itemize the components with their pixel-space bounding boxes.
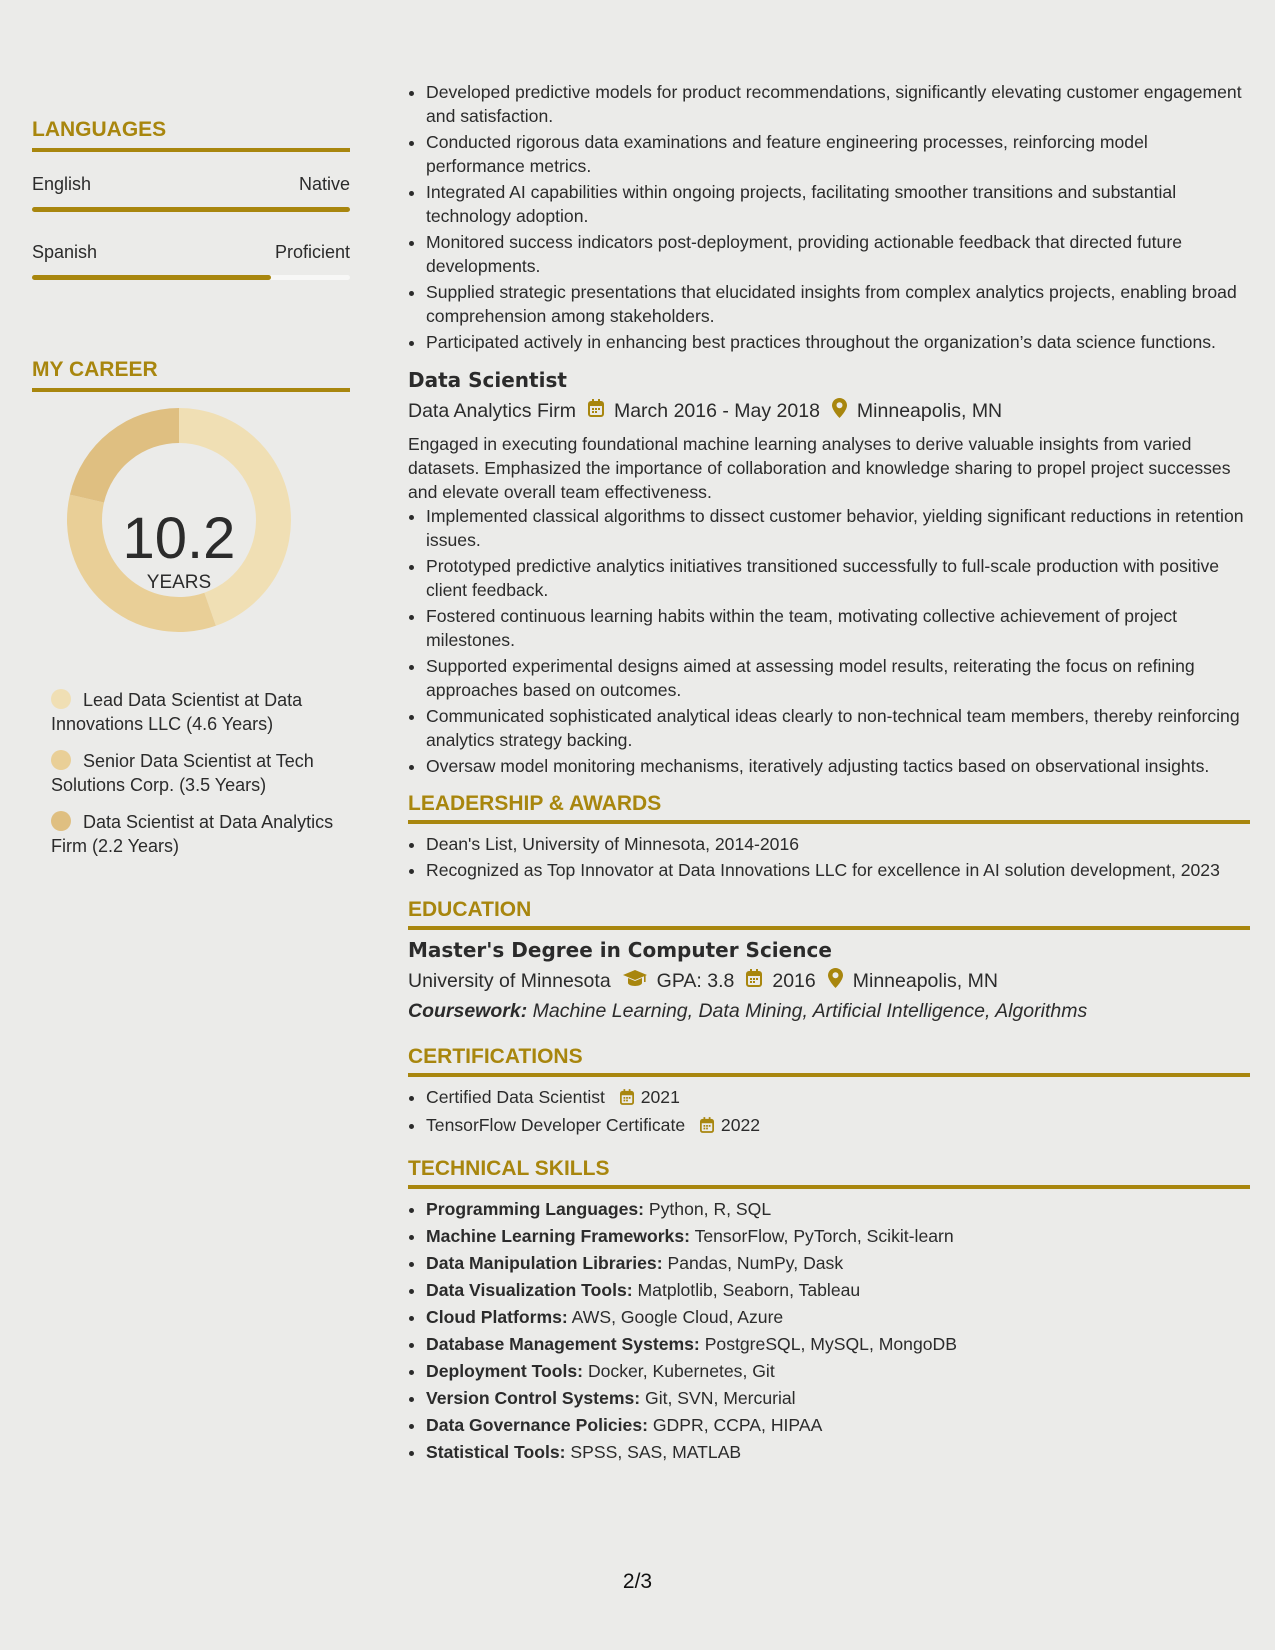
list-item: • Supported experimental designs aimed at assessing model results, reiterating the focus on refining approaches based on outcomes.: [426, 654, 1250, 702]
skill-value: Python, R, SQL: [648, 1199, 772, 1219]
legend-dot: [51, 689, 71, 709]
list-item: • Conducted rigorous data examinations and feature engineering processes, reinforcing model performance metrics.: [426, 130, 1250, 178]
graduation-year: 2016: [772, 969, 816, 992]
skill-value: Docker, Kubernetes, Git: [587, 1361, 775, 1381]
main-content: [408, 0, 1250, 1467]
skill-label: Data Manipulation Libraries:: [426, 1253, 663, 1273]
list-item: • Dean's List, University of Minnesota, 2014-2016: [426, 832, 1250, 856]
education-meta: [408, 968, 1250, 994]
skill-item: [426, 1359, 1250, 1384]
language-name: Spanish: [32, 242, 98, 262]
job-summary: Engaged in executing foundational machine learning analyses to derive valuable insights from varied datasets. Emphasized the importance of collaboration and knowledge sharing to propel project successes and elevate overall team effectiveness.: [408, 434, 1231, 502]
skill-label: Version Control Systems:: [426, 1388, 641, 1408]
skills-title: TECHNICAL SKILLS: [408, 1157, 1250, 1189]
career-section: [32, 358, 350, 871]
education-section: [408, 898, 1250, 1023]
skill-item: [426, 1197, 1250, 1222]
career-legend-item: [51, 749, 350, 797]
job-entry: [408, 368, 1250, 778]
list-item: • Supplied strategic presentations that elucidated insights from complex analytics projects, enabling broad comprehension among stakeholders.: [426, 280, 1250, 328]
coursework-list: Machine Learning, Data Mining, Artificial Intelligence, Algorithms: [532, 1000, 1088, 1022]
school-name: University of Minnesota: [408, 969, 611, 992]
skill-label: Machine Learning Frameworks:: [426, 1226, 690, 1246]
calendar-icon: [700, 1115, 714, 1139]
career-title: MY CAREER: [32, 358, 350, 392]
list-item: • Fostered continuous learning habits within the team, motivating collective achievement of project milestones.: [426, 604, 1250, 652]
list-item: • Communicated sophisticated analytical ideas clearly to non-technical team members, thereby reinforcing analytics strategy backing.: [426, 704, 1250, 752]
list-item: • Participated actively in enhancing best practices throughout the organization’s data science functions.: [426, 330, 1250, 354]
legend-label: Lead Data Scientist at Data Innovations LLC (4.6 Years): [51, 690, 303, 734]
certifications-title: CERTIFICATIONS: [408, 1045, 1250, 1077]
legend-label: Senior Data Scientist at Tech Solutions Corp. (3.5 Years): [51, 751, 314, 795]
previous-role-bullets: [408, 80, 1250, 354]
skill-item: [426, 1440, 1250, 1465]
skill-item: [426, 1251, 1250, 1276]
cert-year: 2021: [640, 1087, 680, 1107]
certifications-list: [408, 1085, 1250, 1139]
awards-section: [408, 792, 1250, 882]
language-bar-fill: [32, 207, 350, 212]
skill-item: [426, 1305, 1250, 1330]
job-meta: [408, 398, 1250, 424]
cert-year: 2022: [720, 1115, 761, 1135]
list-item: • Recognized as Top Innovator at Data Innovations LLC for excellence in AI solution development, 2023: [426, 858, 1250, 882]
job-dates: March 2016 - May 2018: [613, 399, 820, 422]
education-location: Minneapolis, MN: [852, 969, 998, 992]
languages-section: [32, 118, 350, 280]
calendar-icon: [746, 969, 762, 993]
language-spanish: [32, 242, 350, 280]
skills-list: [408, 1197, 1250, 1465]
list-item: • Integrated AI capabilities within ongoing projects, facilitating smoother transitions and substantial technology adoption.: [426, 180, 1250, 228]
career-legend: [32, 688, 350, 858]
career-legend-item: [51, 810, 350, 858]
career-legend-item: [51, 688, 350, 736]
skill-value: SPSS, SAS, MATLAB: [570, 1442, 742, 1462]
language-level: Native: [298, 174, 350, 194]
skill-label: Programming Languages:: [426, 1199, 644, 1219]
career-years-unit: YEARS: [146, 572, 212, 593]
legend-dot: [51, 811, 71, 831]
skill-label: Statistical Tools:: [426, 1442, 566, 1462]
donut-segment: [70, 408, 179, 503]
skill-value: GDPR, CCPA, HIPAA: [652, 1415, 823, 1435]
skill-value: Matplotlib, Seaborn, Tableau: [637, 1280, 861, 1300]
skill-label: Cloud Platforms:: [426, 1307, 568, 1327]
skills-section: [408, 1157, 1250, 1465]
skill-value: Git, SVN, Mercurial: [645, 1388, 796, 1408]
skill-value: TensorFlow, PyTorch, Scikit-learn: [694, 1226, 954, 1246]
skill-label: Database Management Systems:: [426, 1334, 700, 1354]
career-total-years: 10.2: [122, 506, 236, 571]
list-item: [426, 1113, 1250, 1139]
page-number: 2/3: [622, 1570, 653, 1593]
skill-value: AWS, Google Cloud, Azure: [571, 1307, 784, 1327]
education-title: EDUCATION: [408, 898, 1250, 930]
calendar-icon: [620, 1087, 634, 1111]
coursework: [408, 1000, 1250, 1023]
list-item: [426, 1085, 1250, 1111]
language-bar: [32, 275, 350, 280]
degree-title: Master's Degree in Computer Science: [408, 938, 832, 962]
list-item: • Developed predictive models for product recommendations, significantly elevating customer engagement and satisfaction.: [426, 80, 1250, 128]
list-item: • Monitored success indicators post-deployment, providing actionable feedback that directed future developments.: [426, 230, 1250, 278]
location-pin-icon: [832, 398, 847, 424]
awards-title: LEADERSHIP & AWARDS: [408, 792, 1250, 824]
gpa: GPA: 3.8: [656, 969, 735, 992]
job-location: Minneapolis, MN: [856, 399, 1003, 422]
language-english: [32, 174, 350, 212]
graduation-cap-icon: [623, 969, 647, 993]
language-name: English: [32, 174, 92, 194]
cert-name: Certified Data Scientist: [426, 1087, 605, 1107]
skill-item: [426, 1332, 1250, 1357]
list-item: • Implemented classical algorithms to dissect customer behavior, yielding significant reductions in retention issues.: [426, 504, 1250, 552]
skill-label: Data Visualization Tools:: [426, 1280, 633, 1300]
location-pin-icon: [828, 968, 843, 994]
skill-value: PostgreSQL, MySQL, MongoDB: [704, 1334, 957, 1354]
skill-item: [426, 1413, 1250, 1438]
job-bullets: [408, 504, 1250, 778]
skill-item: [426, 1278, 1250, 1303]
languages-title: LANGUAGES: [32, 118, 350, 152]
skill-label: Deployment Tools:: [426, 1361, 584, 1381]
legend-dot: [51, 750, 71, 770]
awards-list: [408, 832, 1250, 882]
skill-label: Data Governance Policies:: [426, 1415, 648, 1435]
career-donut-chart: [32, 408, 350, 658]
skill-value: Pandas, NumPy, Dask: [667, 1253, 844, 1273]
coursework-label: Coursework:: [408, 1000, 528, 1022]
skill-item: [426, 1386, 1250, 1411]
list-item: • Prototyped predictive analytics initiatives transitioned successfully to full-scale production with positive client feedback.: [426, 554, 1250, 602]
cert-name: TensorFlow Developer Certificate: [426, 1115, 686, 1135]
certifications-section: [408, 1045, 1250, 1139]
language-bar: [32, 207, 350, 212]
list-item: • Oversaw model monitoring mechanisms, iteratively adjusting tactics based on observational insights.: [426, 754, 1250, 778]
job-company: Data Analytics Firm: [408, 399, 576, 422]
legend-label: Data Scientist at Data Analytics Firm (2.2 Years): [51, 812, 334, 856]
job-title: Data Scientist: [408, 368, 567, 392]
calendar-icon: [588, 399, 604, 423]
skill-item: [426, 1224, 1250, 1249]
language-bar-fill: [32, 275, 271, 280]
language-level: Proficient: [274, 242, 350, 262]
